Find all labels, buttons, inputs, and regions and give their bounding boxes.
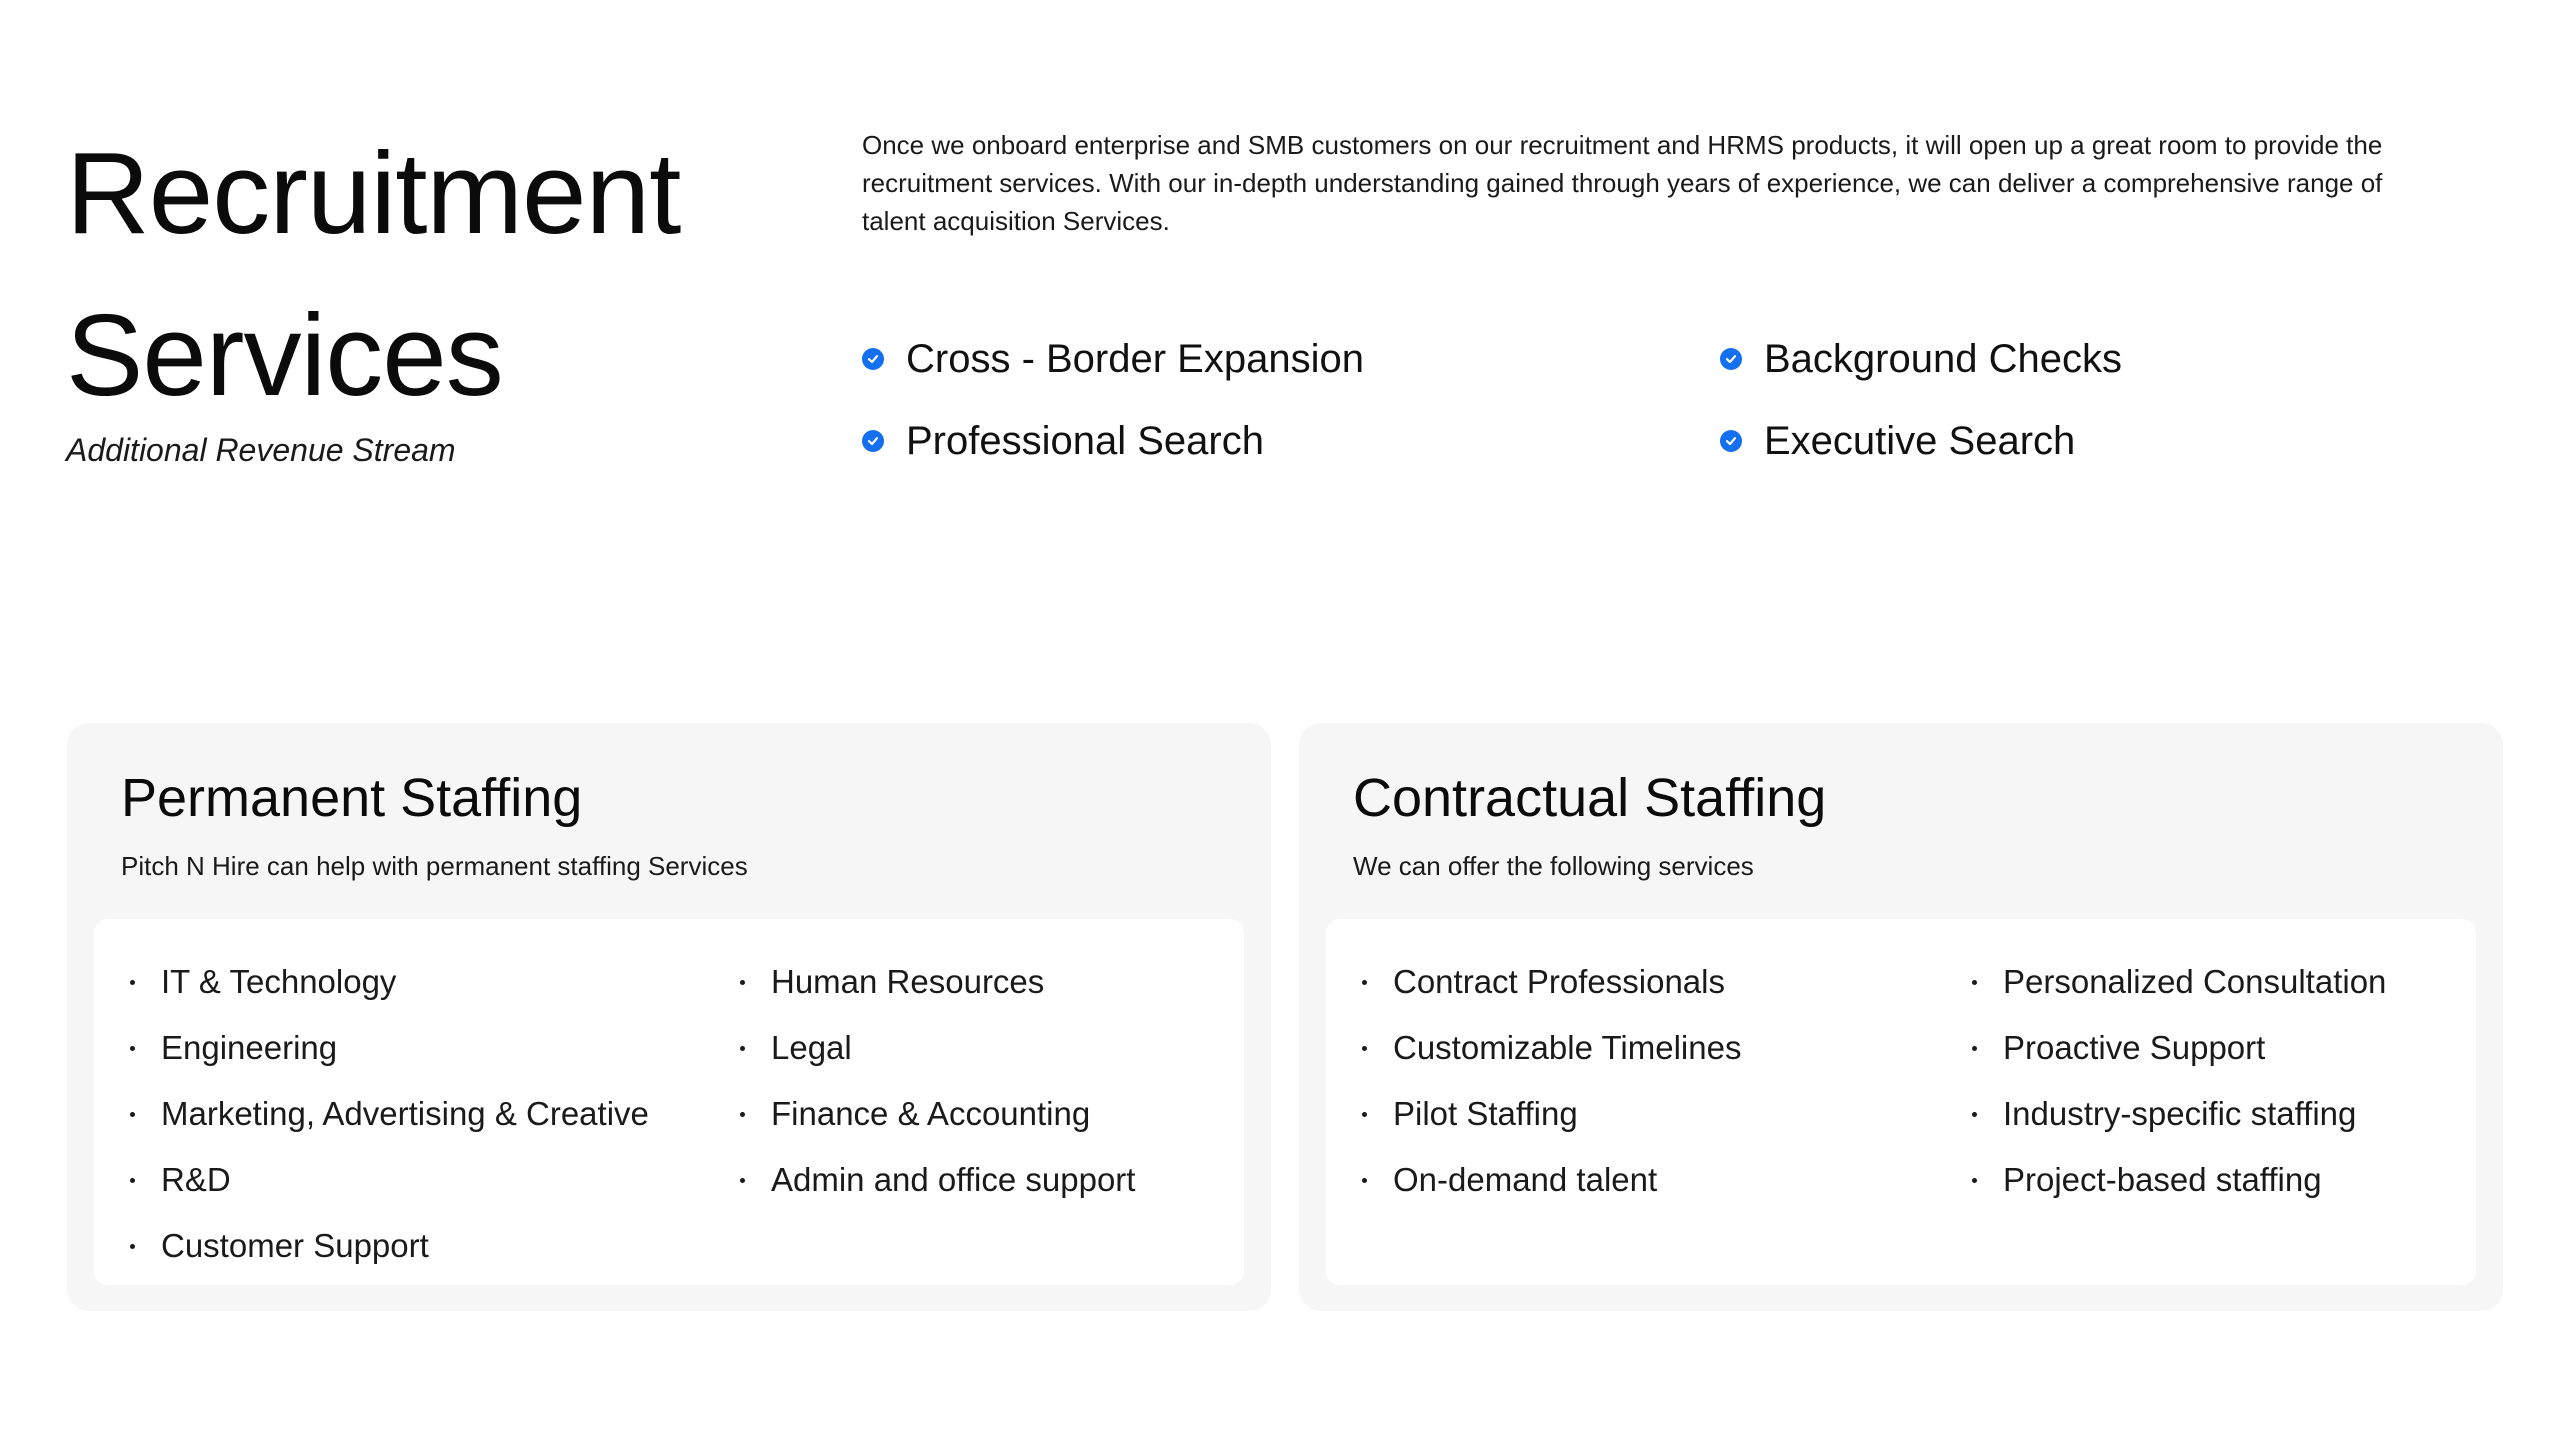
highlights-list xyxy=(862,336,2560,464)
card-title: Contractual Staffing xyxy=(1353,768,1827,828)
title-line-1: Recruitment xyxy=(66,128,681,258)
list-item-label: Human Resources xyxy=(771,963,1045,1000)
list-item-label: Customer Support xyxy=(161,1227,429,1264)
list-item-label: Legal xyxy=(771,1029,852,1066)
intro-paragraph: Once we onboard enterprise and SMB customers on our recruitment and HRMS products, it will open up a great room to provide the recruitment services. With our in-depth understanding gained through years of experience, we can deliver a comprehensive range of talent acquisition Services. xyxy=(862,130,2383,236)
title-line-2: Services xyxy=(66,290,503,420)
list-item xyxy=(1362,949,1741,1015)
list-item xyxy=(740,1081,1135,1147)
card-description: Pitch N Hire can help with permanent staffing Services xyxy=(121,851,748,881)
highlight-item xyxy=(862,336,1720,382)
highlight-item xyxy=(1720,336,2420,382)
bullet-icon xyxy=(130,980,135,985)
list-item-label: Proactive Support xyxy=(2003,1029,2266,1066)
bullet-icon xyxy=(130,1112,135,1117)
bullet-icon xyxy=(740,1178,745,1183)
list-item xyxy=(130,1081,649,1147)
list-item-label: Engineering xyxy=(161,1029,338,1066)
list-item-label: On-demand talent xyxy=(1393,1161,1658,1198)
list-item xyxy=(130,949,649,1015)
page-subtitle: Additional Revenue Stream xyxy=(66,432,456,468)
check-circle-icon xyxy=(1720,430,1742,452)
services-panel xyxy=(94,919,1244,1285)
contractual-staffing-card xyxy=(1299,723,2503,1311)
bullet-icon xyxy=(1972,980,1977,985)
services-column-1 xyxy=(130,949,649,1279)
list-item-label: IT & Technology xyxy=(161,963,397,1000)
list-item-label: Marketing, Advertising & Creative xyxy=(161,1095,649,1132)
list-item-label: Pilot Staffing xyxy=(1393,1095,1578,1132)
services-column-1 xyxy=(1362,949,1741,1213)
bullet-icon xyxy=(130,1178,135,1183)
check-circle-icon xyxy=(862,348,884,370)
list-item xyxy=(130,1213,649,1279)
bullet-icon xyxy=(1972,1112,1977,1117)
bullet-icon xyxy=(740,980,745,985)
list-item xyxy=(740,1015,1135,1081)
list-item xyxy=(1972,1015,2386,1081)
list-item xyxy=(130,1015,649,1081)
bullet-icon xyxy=(1362,1112,1367,1117)
highlight-label: Cross - Border Expansion xyxy=(906,336,1364,381)
card-title: Permanent Staffing xyxy=(121,768,583,828)
bullet-icon xyxy=(740,1046,745,1051)
bullet-icon xyxy=(740,1112,745,1117)
list-item-label: Industry-specific staffing xyxy=(2003,1095,2357,1132)
services-panel xyxy=(1326,919,2476,1285)
list-item xyxy=(740,1147,1135,1213)
list-item-label: Project-based staffing xyxy=(2003,1161,2322,1198)
card-description: We can offer the following services xyxy=(1353,851,1754,881)
highlight-item xyxy=(862,418,1720,464)
list-item-label: Customizable Timelines xyxy=(1393,1029,1742,1066)
check-circle-icon xyxy=(862,430,884,452)
list-item xyxy=(1362,1147,1741,1213)
permanent-staffing-card xyxy=(67,723,1271,1311)
list-item-label: Personalized Consultation xyxy=(2003,963,2387,1000)
bullet-icon xyxy=(130,1046,135,1051)
list-item xyxy=(1972,1081,2386,1147)
list-item xyxy=(1972,1147,2386,1213)
bullet-icon xyxy=(1362,1046,1367,1051)
list-item xyxy=(130,1147,649,1213)
page-title xyxy=(66,112,680,436)
check-circle-icon xyxy=(1720,348,1742,370)
highlight-label: Professional Search xyxy=(906,418,1264,463)
list-item-label: Finance & Accounting xyxy=(771,1095,1091,1132)
bullet-icon xyxy=(1972,1046,1977,1051)
highlight-label: Background Checks xyxy=(1764,336,2122,381)
list-item-label: R&D xyxy=(161,1161,231,1198)
bullet-icon xyxy=(1362,1178,1367,1183)
list-item-label: Contract Professionals xyxy=(1393,963,1725,1000)
list-item xyxy=(1362,1015,1741,1081)
list-item xyxy=(1362,1081,1741,1147)
bullet-icon xyxy=(1972,1178,1977,1183)
bullet-icon xyxy=(130,1244,135,1249)
bullet-icon xyxy=(1362,980,1367,985)
list-item xyxy=(740,949,1135,1015)
highlight-label: Executive Search xyxy=(1764,418,2076,463)
services-column-2 xyxy=(740,949,1135,1213)
highlight-item xyxy=(1720,418,2420,464)
list-item-label: Admin and office support xyxy=(771,1161,1136,1198)
services-column-2 xyxy=(1972,949,2386,1213)
list-item xyxy=(1972,949,2386,1015)
